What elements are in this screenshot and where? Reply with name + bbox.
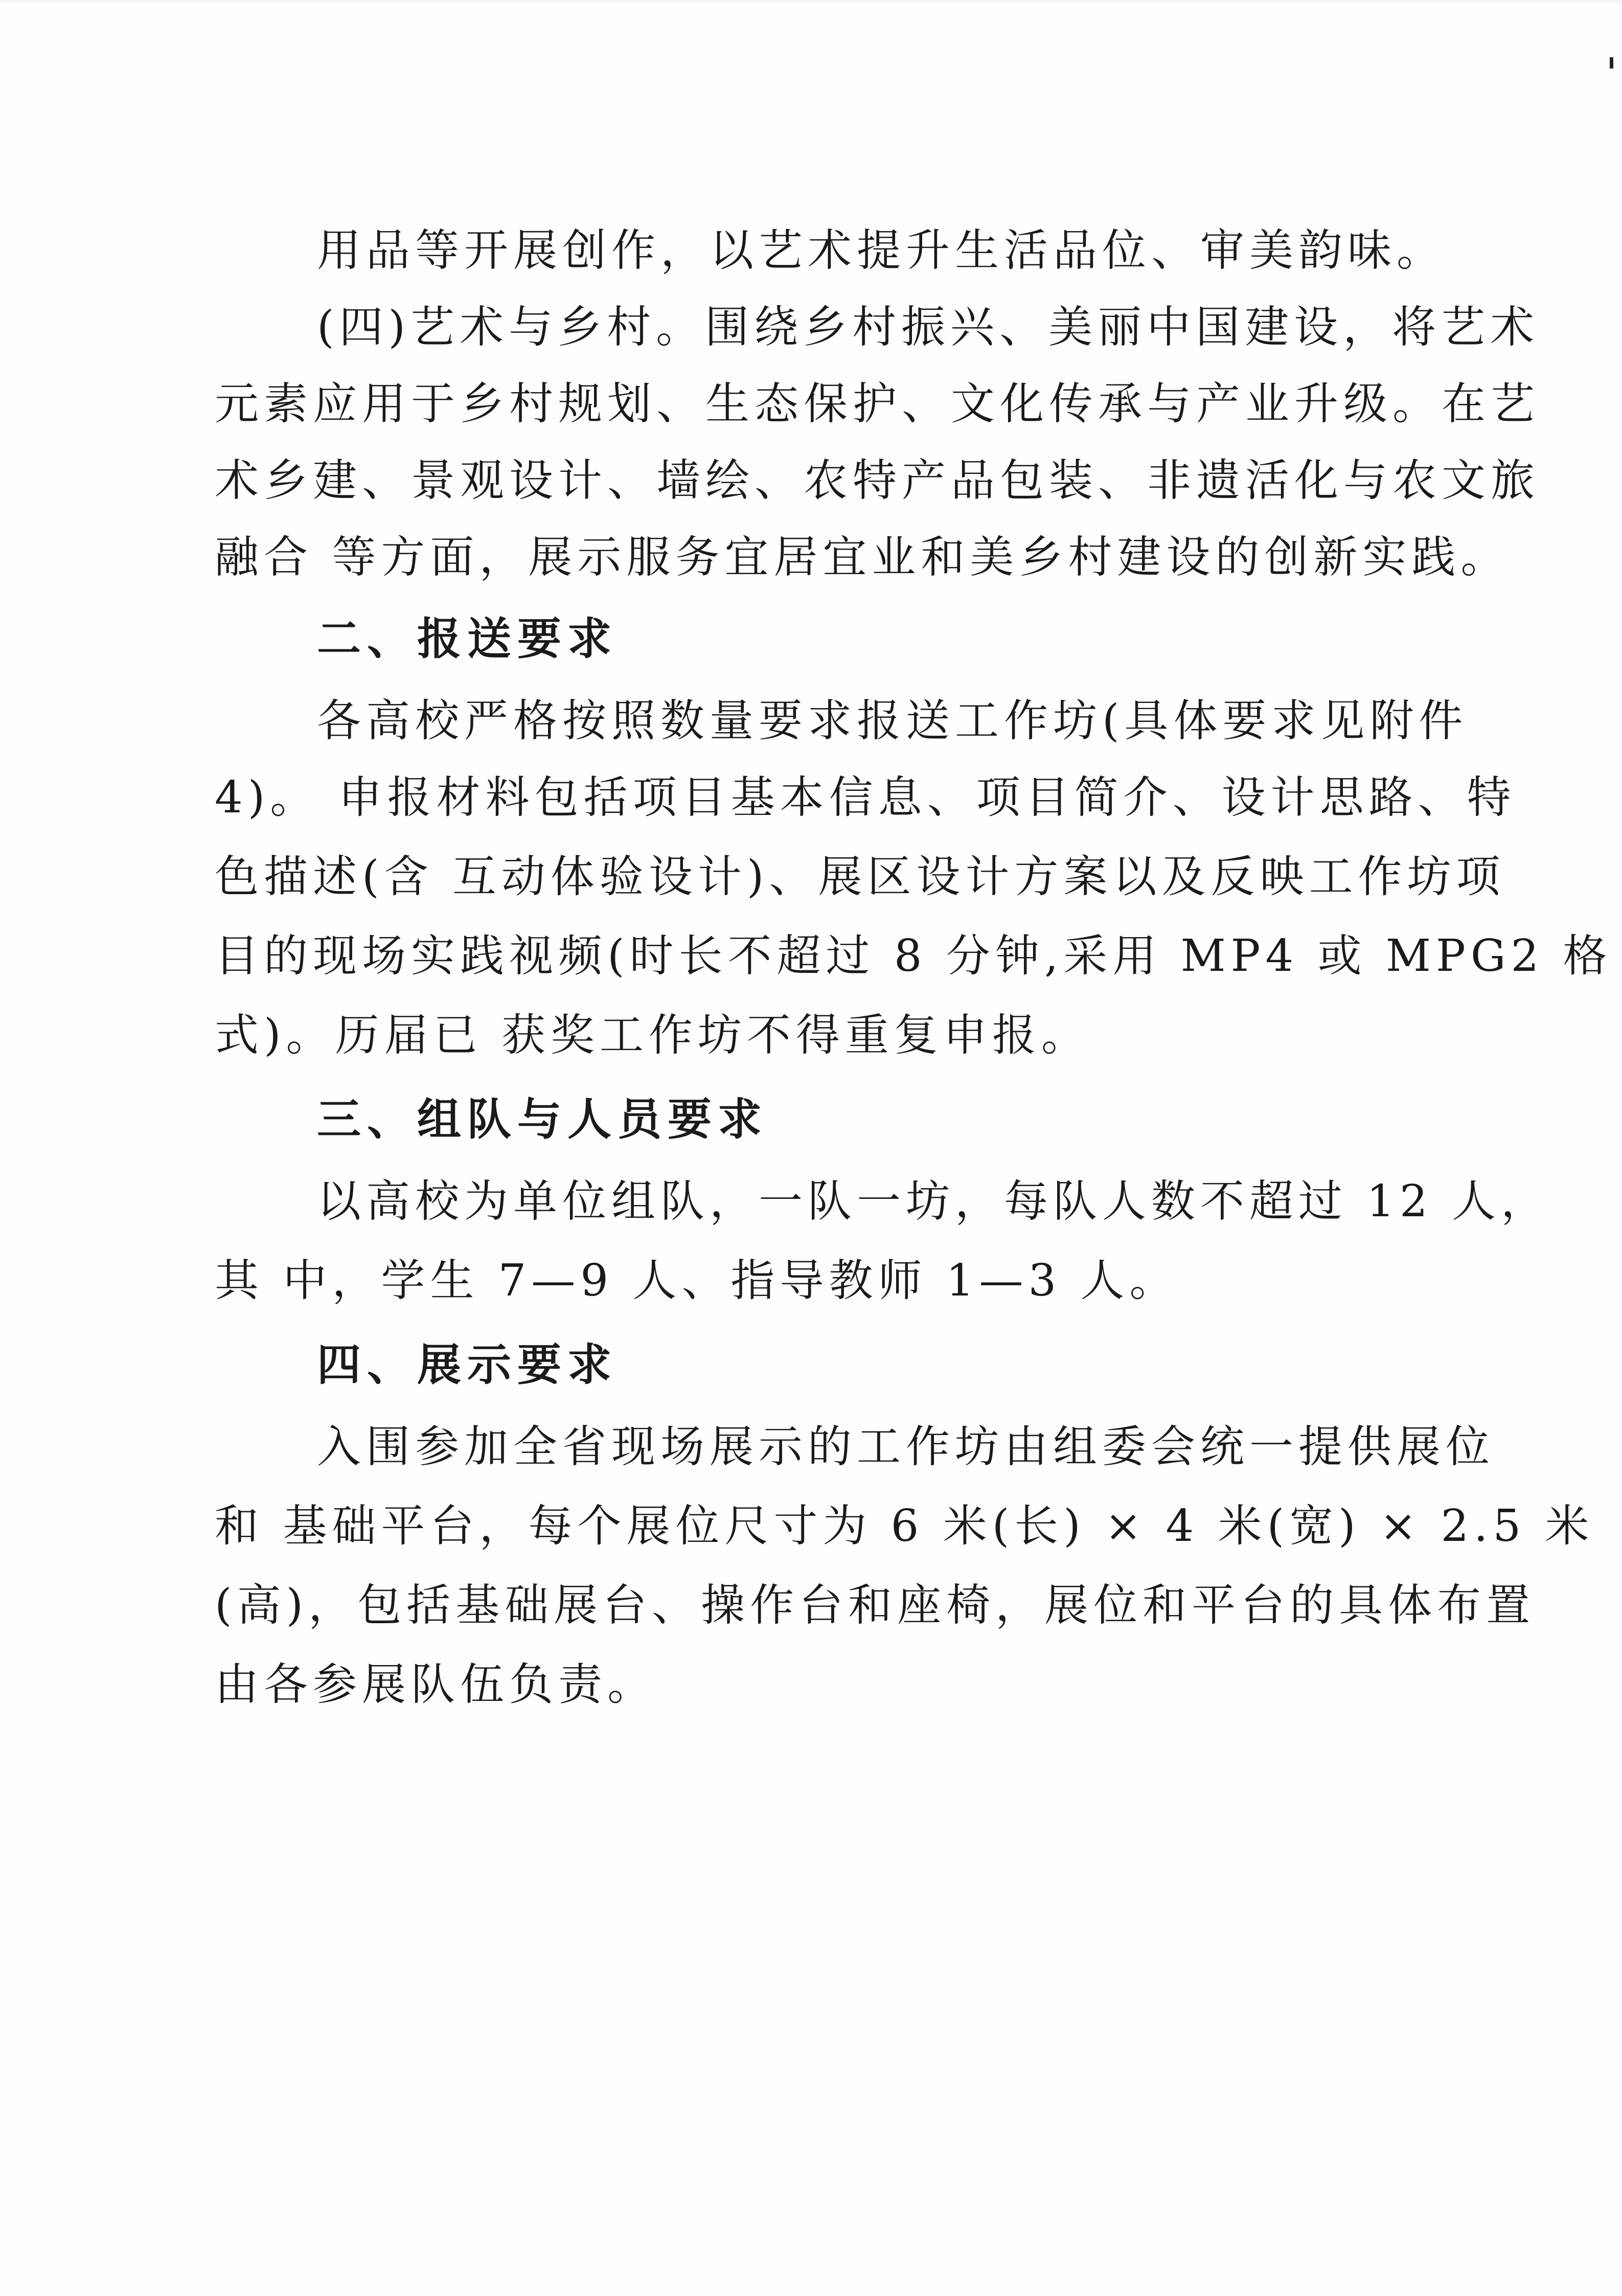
paragraph-line: 式)。历届已 获奖工作坊不得重复申报。 — [215, 1010, 1090, 1061]
scan-mark — [1610, 57, 1613, 69]
paragraph-line: (高)，包括基础展台、操作台和座椅，展位和平台的具体布置 — [215, 1580, 1536, 1631]
paragraph-line: 以高校为单位组队，一队一坊，每队人数不超过 12 人， — [317, 1176, 1550, 1227]
paragraph-line: 目的现场实践视频(时长不超过 8 分钟,采用 MP4 或 MPG2 格 — [215, 930, 1612, 982]
paragraph-line: 4)。 申报材料包括项目基本信息、项目简介、设计思路、特 — [215, 772, 1516, 823]
section-heading-submission: 二、报送要求 — [317, 613, 618, 665]
paragraph-line: 其 中，学生 7—9 人、指导教师 1—3 人。 — [215, 1255, 1179, 1306]
paragraph-line: 融合 等方面，展示服务宜居宜业和美乡村建设的创新实践。 — [215, 532, 1510, 583]
paragraph-line: 色描述(含 互动体验设计)、展区设计方案以及反映工作坊项 — [215, 851, 1505, 902]
paragraph-line: 由各参展队伍负责。 — [215, 1659, 656, 1710]
paragraph-line: 入围参加全省现场展示的工作坊由组委会统一提供展位 — [317, 1421, 1495, 1472]
paragraph-line: 术乡建、景观设计、墙绘、农特产品包装、非遗活化与农文旅 — [215, 455, 1540, 506]
paragraph-line: 用品等开展创作，以艺术提升生活品位、审美韵味。 — [317, 225, 1446, 276]
section-heading-team: 三、组队与人员要求 — [317, 1094, 768, 1145]
paragraph-line: 各高校严格按照数量要求报送工作坊(具体要求见附件 — [317, 695, 1468, 746]
paragraph-line: (四)艺术与乡村。围绕乡村振兴、美丽中国建设，将艺术 — [317, 302, 1540, 353]
scan-edge — [0, 0, 1622, 5]
section-heading-display: 四、展示要求 — [317, 1339, 618, 1391]
paragraph-line: 和 基础平台，每个展位尺寸为 6 米(长) × 4 米(宽) × 2.5 米 — [215, 1501, 1594, 1552]
paragraph-line: 元素应用于乡村规划、生态保护、文化传承与产业升级。在艺 — [215, 378, 1540, 429]
